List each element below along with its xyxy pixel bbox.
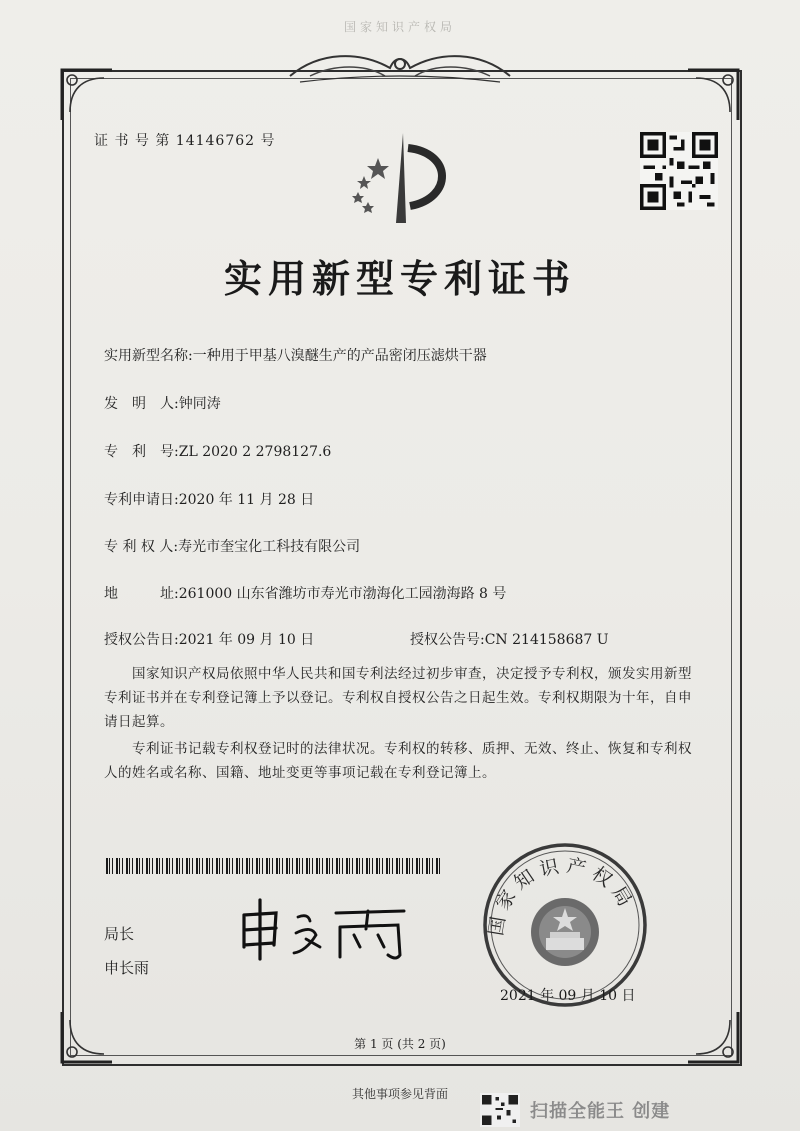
top-ornament (280, 46, 520, 92)
barcode-bar (209, 858, 210, 874)
barcode-bar (149, 858, 150, 874)
barcode-bar (426, 858, 428, 874)
patent-office-emblem-icon (348, 128, 458, 228)
barcode-icon (106, 858, 446, 874)
patentee-value: 寿光市奎宝化工科技有限公司 (178, 539, 361, 555)
barcode-bar (112, 858, 113, 874)
barcode-bar (259, 858, 260, 874)
barcode-bar (142, 858, 143, 874)
utility-model-name-row (104, 345, 487, 365)
barcode-bar (242, 858, 243, 874)
barcode-bar (159, 858, 160, 874)
barcode-bar (366, 858, 368, 874)
barcode-bar (186, 858, 188, 874)
barcode-bar (266, 858, 268, 874)
barcode-bar (296, 858, 298, 874)
barcode-bar (126, 858, 128, 874)
barcode-bar (249, 858, 250, 874)
address-label: 地 址: (104, 586, 179, 602)
barcode-bar (226, 858, 228, 874)
barcode-bar (322, 858, 323, 874)
faint-header-text: 国家知识产权局 (343, 20, 456, 34)
barcode-bar (312, 858, 313, 874)
certificate-number: 证 书 号 第 14146762 号 (94, 133, 276, 149)
grant-date-label: 授权公告日: (104, 632, 179, 648)
director-title: 局长 (104, 925, 135, 943)
barcode-bar (239, 858, 240, 874)
barcode-bar (229, 858, 230, 874)
barcode-bar (139, 858, 140, 874)
barcode-bar (409, 858, 410, 874)
barcode-bar (172, 858, 173, 874)
barcode-bar (292, 858, 293, 874)
barcode-bar (356, 858, 358, 874)
barcode-bar (429, 858, 430, 874)
barcode-bar (352, 858, 353, 874)
patentee-row (104, 536, 360, 556)
barcode-bar (109, 858, 110, 874)
barcode-bar (392, 858, 393, 874)
barcode-bar (279, 858, 280, 874)
corner-ornament-top-left (52, 60, 122, 130)
barcode-bar (236, 858, 238, 874)
barcode-bar (206, 858, 208, 874)
filing-date-row (104, 489, 314, 509)
barcode-bar (432, 858, 433, 874)
barcode-bar (422, 858, 423, 874)
barcode-bar (369, 858, 370, 874)
barcode-bar (179, 858, 180, 874)
grant-date-row (104, 629, 314, 649)
barcode-bar (316, 858, 318, 874)
seal-text: 国家知识产权局 (485, 854, 639, 938)
barcode-bar (299, 858, 300, 874)
patent-number-row (104, 441, 331, 461)
barcode-bar (182, 858, 183, 874)
barcode-bar (372, 858, 373, 874)
barcode-bar (132, 858, 133, 874)
barcode-bar (416, 858, 418, 874)
director-signature (236, 895, 416, 965)
barcode-bar (122, 858, 123, 874)
barcode-bar (412, 858, 413, 874)
certificate-qr-code-icon (640, 132, 718, 210)
grant-number-label: 授权公告号: (410, 632, 485, 648)
barcode-bar (319, 858, 320, 874)
barcode-bar (382, 858, 383, 874)
barcode-bar (116, 858, 118, 874)
barcode-bar (222, 858, 223, 874)
grant-statement-paragraph: 国家知识产权局依照中华人民共和国专利法经过初步审查，决定授予专利权，颁发实用新型专利证书并在专利登记簿上予以登记。专利权自授权公告之日起生效。专利权期限为十年，自申请日起算。 (104, 666, 692, 730)
inventor-row (104, 393, 221, 413)
barcode-bar (399, 858, 400, 874)
barcode-bar (246, 858, 248, 874)
barcode-bar (189, 858, 190, 874)
inventor-label: 发 明 人: (104, 396, 179, 412)
grant-date-value: 2021 年 09 月 10 日 (178, 632, 315, 648)
barcode-bar (252, 858, 253, 874)
barcode-bar (262, 858, 263, 874)
barcode-bar (306, 858, 308, 874)
barcode-bar (439, 858, 440, 874)
barcode-bar (342, 858, 343, 874)
barcode-bar (196, 858, 198, 874)
barcode-bar (396, 858, 398, 874)
barcode-bar (406, 858, 408, 874)
barcode-bar (216, 858, 218, 874)
barcode-bar (152, 858, 153, 874)
barcode-bar (169, 858, 170, 874)
barcode-bar (302, 858, 303, 874)
barcode-bar (136, 858, 138, 874)
barcode-bar (289, 858, 290, 874)
barcode-bar (309, 858, 310, 874)
legal-status-paragraph: 专利证书记载专利权登记时的法律状况。专利权的转移、质押、无效、终止、恢复和专利权人的姓名或名称、国籍、地址变更等事项记载在专利登记簿上。 (104, 741, 692, 781)
barcode-bar (256, 858, 258, 874)
barcode-bar (146, 858, 148, 874)
barcode-bar (389, 858, 390, 874)
barcode-bar (346, 858, 348, 874)
barcode-bar (362, 858, 363, 874)
footer-qr-icon (480, 1093, 520, 1127)
scanner-app-watermark: 扫描全能王 创建 (530, 1101, 671, 1122)
barcode-bar (386, 858, 388, 874)
barcode-bar (339, 858, 340, 874)
page-number: 第 1 页 (共 2 页) (354, 1037, 446, 1051)
barcode-bar (106, 858, 108, 874)
grant-number-row (410, 629, 609, 649)
inventor-value: 钟同涛 (178, 396, 221, 412)
barcode-bar (349, 858, 350, 874)
barcode-bar (156, 858, 158, 874)
filing-date-value: 2020 年 11 月 28 日 (178, 492, 315, 508)
utility-model-name-label: 实用新型名称: (104, 348, 193, 364)
seal-date: 2021 年 09 月 10 日 (500, 988, 636, 1004)
patentee-label: 专 利 权 人: (104, 539, 179, 555)
back-note: 其他事项参见背面 (351, 1087, 448, 1101)
patent-number-label: 专 利 号: (104, 444, 179, 460)
barcode-bar (359, 858, 360, 874)
address-row (104, 583, 506, 603)
corner-ornament-top-right (678, 60, 748, 130)
barcode-bar (276, 858, 278, 874)
address-value: 261000 山东省潍坊市寿光市渤海化工园渤海路 8 号 (178, 586, 507, 602)
barcode-bar (219, 858, 220, 874)
barcode-bar (326, 858, 328, 874)
barcode-bar (332, 858, 333, 874)
barcode-bar (282, 858, 283, 874)
barcode-bar (212, 858, 213, 874)
barcode-bar (269, 858, 270, 874)
barcode-bar (379, 858, 380, 874)
barcode-bar (436, 858, 438, 874)
barcode-bar (272, 858, 273, 874)
barcode-bar (286, 858, 288, 874)
grant-number-value: CN 214158687 U (484, 632, 609, 648)
utility-model-name-value: 一种用于甲基八溴醚生产的产品密闭压滤烘干器 (192, 348, 487, 364)
barcode-bar (166, 858, 168, 874)
barcode-bar (119, 858, 120, 874)
barcode-bar (162, 858, 163, 874)
barcode-bar (202, 858, 203, 874)
barcode-bar (129, 858, 130, 874)
barcode-bar (336, 858, 338, 874)
barcode-bar (402, 858, 403, 874)
certificate-title: 实用新型专利证书 (223, 256, 576, 301)
filing-date-label: 专利申请日: (104, 492, 179, 508)
barcode-bar (329, 858, 330, 874)
barcode-bar (199, 858, 200, 874)
patent-number-value: ZL 2020 2 2798127.6 (178, 444, 332, 460)
barcode-bar (376, 858, 378, 874)
barcode-bar (192, 858, 193, 874)
director-name: 申长雨 (104, 959, 150, 977)
barcode-bar (232, 858, 233, 874)
barcode-bar (419, 858, 420, 874)
barcode-bar (176, 858, 178, 874)
